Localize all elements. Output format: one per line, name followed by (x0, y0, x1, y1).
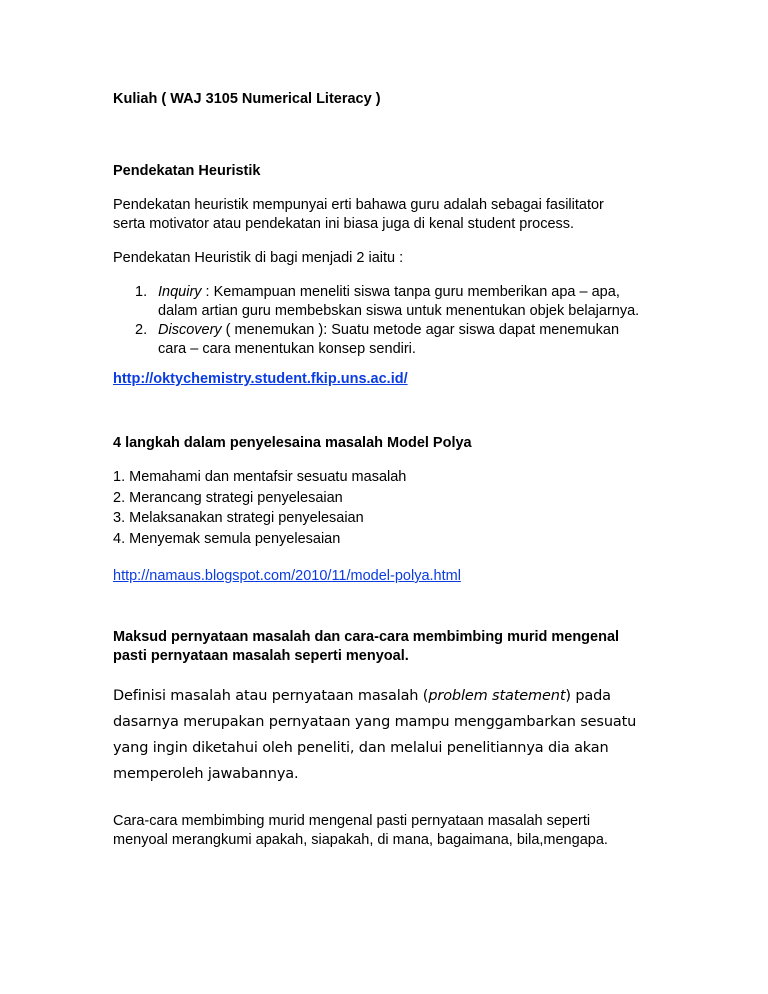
text-line: memperoleh jawabannya. (113, 766, 299, 782)
list-item (113, 283, 673, 321)
text-line: serta motivator atau pendekatan ini biasa juga di kenal student process. (113, 216, 575, 232)
text-line: yang ingin diketahui oleh peneliti, dan melalui penelitiannya dia akan (113, 740, 609, 756)
list-term: Inquiry (158, 284, 202, 300)
list-text: cara – cara menentukan konsep sendiri. (158, 341, 416, 357)
list-text: : Kemampuan meneliti siswa tanpa guru memberikan apa – apa, (201, 284, 620, 300)
list-number: 2. (135, 322, 148, 338)
polya-steps-list (113, 467, 673, 549)
paragraph-heuristik-division: Pendekatan Heuristik di bagi menjadi 2 iaitu : (113, 250, 404, 266)
text-line: ) pada (565, 688, 611, 704)
text-line: Pendekatan heuristik mempunyai erti bahawa guru adalah sebagai fasilitator (113, 197, 604, 213)
list-item: 3. Melaksanakan strategi penyelesaian (113, 510, 364, 526)
list-text: ( menemukan ): Suatu metode agar siswa dapat menemukan (221, 322, 620, 338)
heading-line: pasti pernyataan masalah seperti menyoal. (113, 648, 409, 664)
list-term: Discovery (158, 322, 222, 338)
document-title: Kuliah ( WAJ 3105 Numerical Literacy ) (113, 91, 381, 107)
list-item: 2. Merancang strategi penyelesaian (113, 489, 343, 506)
list-item: 4. Menyemak semula penyelesaian (113, 530, 341, 547)
paragraph-heuristik-definition (113, 196, 673, 234)
heading-model-polya: 4 langkah dalam penyelesaina masalah Model Polya (113, 435, 472, 451)
text-line: Cara-cara membimbing murid mengenal pasti pernyataan masalah seperti (113, 813, 591, 829)
text-line: Definisi masalah atau pernyataan masalah ( (113, 688, 429, 704)
link-oktychemistry[interactable]: http://oktychemistry.student.fkip.uns.ac.id/ (113, 371, 408, 387)
list-text: dalam artian guru membebskan siswa untuk menentukan objek belajarnya. (158, 303, 640, 319)
heading-pernyataan-masalah (113, 628, 673, 666)
heading-pendekatan-heuristik: Pendekatan Heuristik (113, 163, 261, 179)
text-line: menyoal merangkumi apakah, siapakah, di mana, bagaimana, bila,mengapa. (113, 832, 608, 848)
paragraph-guiding-methods (113, 812, 673, 850)
list-number: 1. (135, 284, 148, 300)
text-emphasis: problem statement (428, 688, 566, 704)
link-namaus-blogspot[interactable]: http://namaus.blogspot.com/2010/11/model-polya.html (113, 568, 461, 584)
paragraph-problem-statement-definition (113, 683, 653, 787)
list-item (113, 321, 673, 359)
list-item: 1. Memahami dan mentafsir sesuatu masalah (113, 469, 407, 485)
heading-line: Maksud pernyataan masalah dan cara-cara membimbing murid mengenal (113, 629, 620, 645)
text-line: dasarnya merupakan pernyataan yang mampu menggambarkan sesuatu (113, 714, 637, 730)
heuristik-types-list (113, 283, 673, 359)
